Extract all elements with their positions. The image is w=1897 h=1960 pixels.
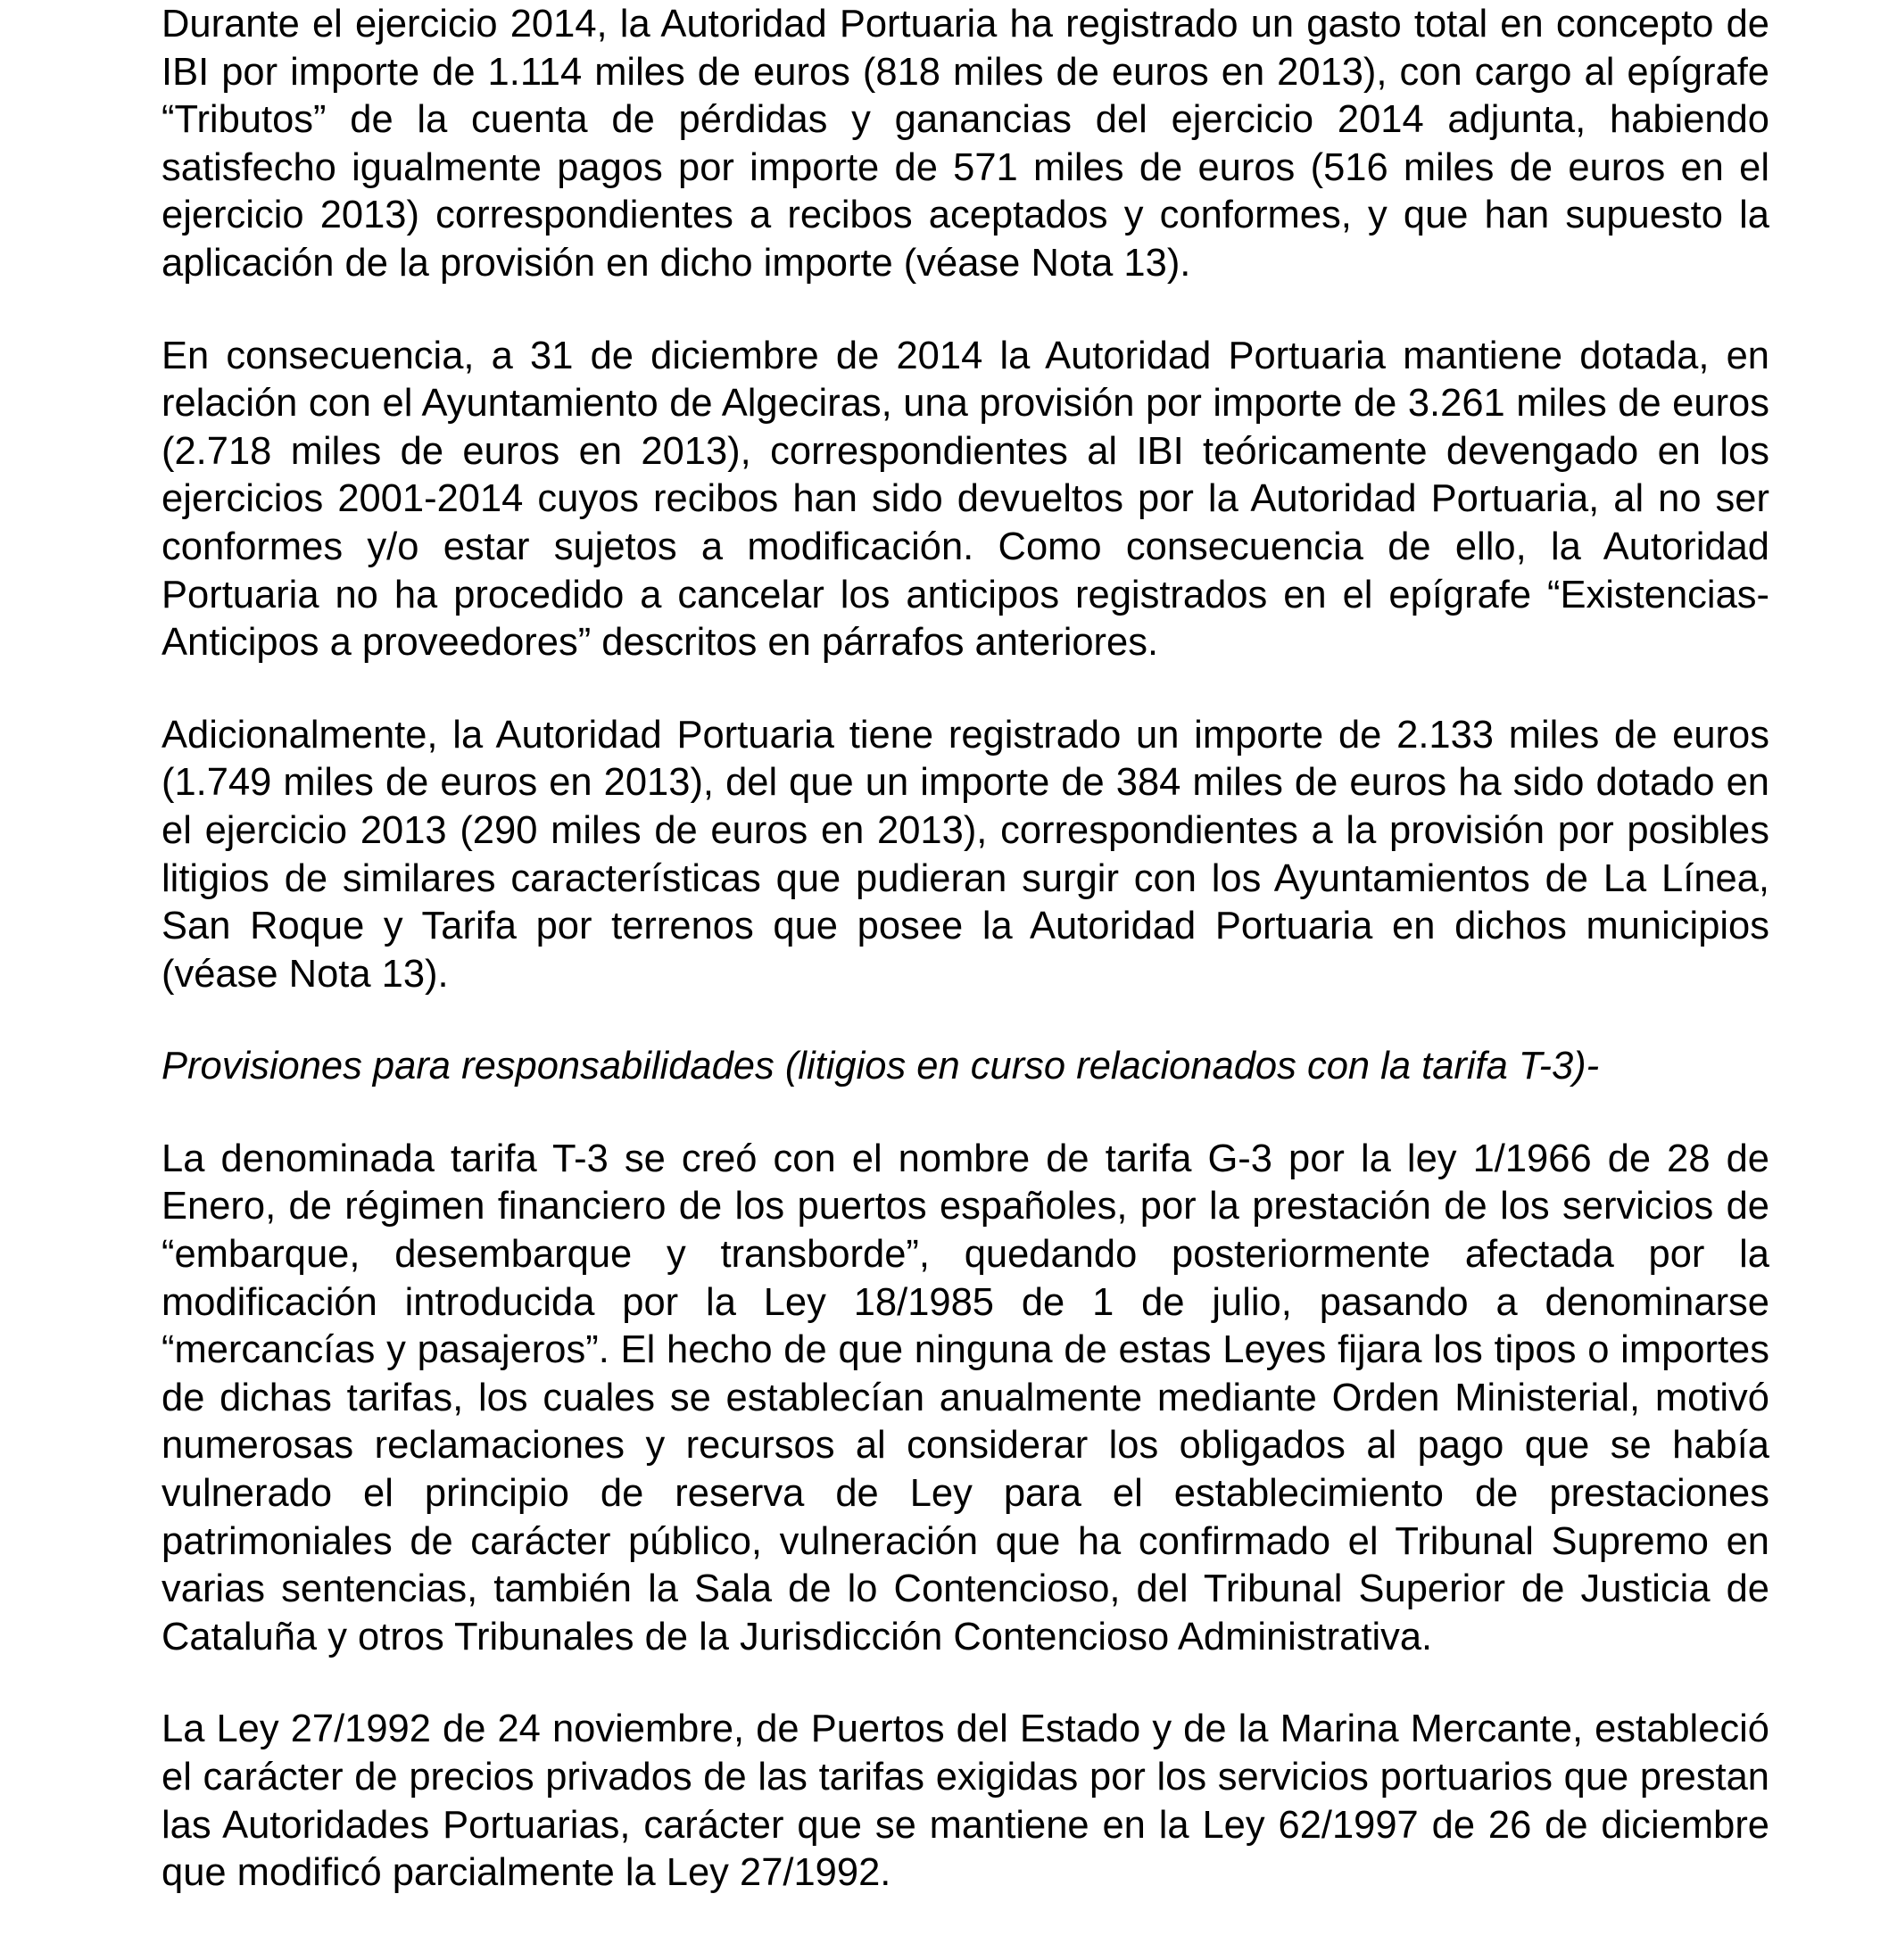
paragraph-provision-algeciras: En consecuencia, a 31 de diciembre de 2014 la Autoridad Portuaria mantiene dotada, en relación con el Ayuntamiento de Algeciras, una provisión por importe de 3.261 miles de euros (2.718 miles de euros en 2013), correspondientes al IBI teóricamente devengado en los ejercicios 2001-2014 cuyos recibos han sido devueltos por la Autoridad Portuaria, al no ser conformes y/o estar sujetos a modificación. Como consecuencia de ello, la Autoridad Portuaria no ha procedido a cancelar los anticipos registrados en el epígrafe “Existencias-Anticipos a proveedores” descritos en párrafos anteriores.	[162, 334, 1769, 665]
document-page	[162, 0, 1769, 1942]
paragraph-ibi-gasto: Durante el ejercicio 2014, la Autoridad Portuaria ha registrado un gasto total en concepto de IBI por importe de 1.114 miles de euros (818 miles de euros en 2013), con cargo al epígrafe “Tributos” de la cuenta de pérdidas y ganancias del ejercicio 2014 adjunta, habiendo satisfecho igualmente pagos por importe de 571 miles de euros (516 miles de euros en el ejercicio 2013) correspondientes a recibos aceptados y conformes, y que han supuesto la aplicación de la provisión en dicho importe (véase Nota 13).	[162, 3, 1769, 285]
paragraph-provision-litigios: Adicionalmente, la Autoridad Portuaria tiene registrado un importe de 2.133 miles de euros (1.749 miles de euros en 2013), del que un importe de 384 miles de euros ha sido dotado en el ejercicio 2013 (290 miles de euros en 2013), correspondientes a la provisión por posibles litigios de similares características que pudieran surgir con los Ayuntamientos de La Línea, San Roque y Tarifa por terrenos que posee la Autoridad Portuaria en dichos municipios (véase Nota 13).	[162, 713, 1769, 996]
paragraph-ley-27-1992: La Ley 27/1992 de 24 noviembre, de Puertos del Estado y de la Marina Mercante, estableció el carácter de precios privados de las tarifas exigidas por los servicios portuarios que prestan las Autoridades Portuarias, carácter que se mantiene en la Ley 62/1997 de 26 de diciembre que modificó parcialmente la Ley 27/1992.	[162, 1708, 1769, 1895]
section-heading-provisiones-t3: Provisiones para responsabilidades (litigios en curso relacionados con la tarifa T-3)-	[162, 1045, 1600, 1088]
paragraph-tarifa-t3: La denominada tarifa T-3 se creó con el nombre de tarifa G-3 por la ley 1/1966 de 28 de Enero, de régimen financiero de los puertos españoles, por la prestación de los servicios de “embarque, desembarque y transborde”, quedando posteriormente afectada por la modificación introducida por la Ley 18/1985 de 1 de julio, pasando a denominarse “mercancías y pasajeros”. El hecho de que ninguna de estas Leyes fijara los tipos o importes de dichas tarifas, los cuales se establecían anualmente mediante Orden Ministerial, motivó numerosas reclamaciones y recursos al considerar los obligados al pago que se había vulnerado el principio de reserva de Ley para el establecimiento de prestaciones patrimoniales de carácter público, vulneración que ha confirmado el Tribunal Supremo en varias sentencias, también la Sala de lo Contencioso, del Tribunal Superior de Justicia de Cataluña y otros Tribunales de la Jurisdicción Contencioso Administrativa.	[162, 1137, 1769, 1658]
